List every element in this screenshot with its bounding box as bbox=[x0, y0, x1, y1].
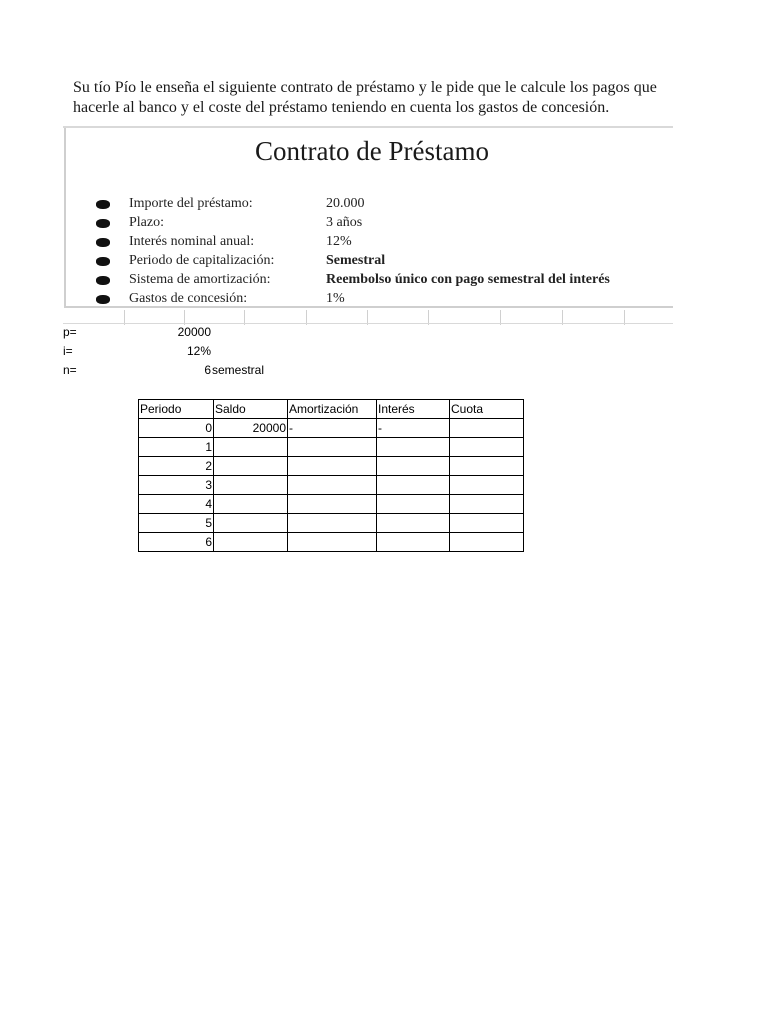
cell-cuota[interactable] bbox=[450, 419, 524, 438]
header-cuota: Cuota bbox=[450, 400, 524, 419]
table-row bbox=[139, 419, 524, 438]
contract-title: Contrato de Préstamo bbox=[255, 136, 489, 166]
problem-line-2: hacerle al banco y el coste del préstamo teniendo en cuenta los gastos de concesión. bbox=[73, 99, 610, 116]
n-label: n= bbox=[63, 363, 77, 377]
n-value: 6 bbox=[204, 363, 211, 377]
bullet-icon bbox=[96, 200, 110, 209]
cell-interes[interactable] bbox=[377, 438, 450, 457]
cell-amortizacion[interactable] bbox=[288, 533, 377, 552]
i-label: i= bbox=[63, 344, 73, 358]
cell-amortizacion[interactable] bbox=[288, 476, 377, 495]
contract-box bbox=[64, 128, 673, 308]
bullet-icon bbox=[96, 257, 110, 266]
cell-periodo[interactable]: 1 bbox=[139, 438, 214, 457]
bullet-icon bbox=[96, 219, 110, 228]
cell-cuota[interactable] bbox=[450, 514, 524, 533]
contract-item-label: Importe del préstamo: bbox=[129, 196, 253, 211]
amortization-table bbox=[138, 399, 524, 552]
contract-item-value: 1% bbox=[326, 291, 345, 306]
cell-interes[interactable] bbox=[377, 495, 450, 514]
contract-item-label: Interés nominal anual: bbox=[129, 234, 255, 249]
cell-amortizacion[interactable]: - bbox=[288, 419, 377, 438]
contract-image bbox=[63, 70, 673, 325]
cell-cuota[interactable] bbox=[450, 438, 524, 457]
contract-item-value: Semestral bbox=[326, 253, 386, 268]
cell-amortizacion[interactable] bbox=[288, 514, 377, 533]
contract-item-value: 20.000 bbox=[326, 196, 365, 211]
cell-periodo[interactable]: 6 bbox=[139, 533, 214, 552]
contract-item-label: Sistema de amortización: bbox=[129, 272, 271, 287]
table-row bbox=[139, 514, 524, 533]
contract-item-label: Gastos de concesión: bbox=[129, 291, 248, 306]
cell-periodo[interactable]: 4 bbox=[139, 495, 214, 514]
cell-saldo[interactable] bbox=[214, 438, 288, 457]
cell-interes[interactable] bbox=[377, 457, 450, 476]
contract-item-value: 12% bbox=[326, 234, 352, 249]
contract-item-value: 3 años bbox=[326, 215, 363, 230]
p-value: 20000 bbox=[177, 325, 211, 339]
table-header-row bbox=[139, 400, 524, 419]
problem-line-1: Su tío Pío le enseña el siguiente contrato de préstamo y le pide que le calcule los pagos que bbox=[73, 79, 657, 96]
cell-interes[interactable]: - bbox=[377, 419, 450, 438]
header-interes: Interés bbox=[377, 400, 450, 419]
contract-item bbox=[96, 215, 673, 234]
i-value: 12% bbox=[186, 344, 211, 358]
cell-interes[interactable] bbox=[377, 514, 450, 533]
bullet-icon bbox=[96, 295, 110, 304]
cell-cuota[interactable] bbox=[450, 533, 524, 552]
contract-item bbox=[96, 253, 673, 272]
bullet-icon bbox=[96, 238, 110, 247]
cell-periodo[interactable]: 3 bbox=[139, 476, 214, 495]
contract-item bbox=[96, 234, 673, 253]
table-row bbox=[139, 457, 524, 476]
cell-amortizacion[interactable] bbox=[288, 495, 377, 514]
cell-amortizacion[interactable] bbox=[288, 457, 377, 476]
contract-item-label: Periodo de capitalización: bbox=[129, 253, 275, 268]
header-periodo: Periodo bbox=[139, 400, 214, 419]
table-row bbox=[139, 495, 524, 514]
cell-periodo[interactable]: 5 bbox=[139, 514, 214, 533]
table-row bbox=[139, 476, 524, 495]
contract-item-label: Plazo: bbox=[129, 215, 164, 230]
cell-cuota[interactable] bbox=[450, 457, 524, 476]
p-label: p= bbox=[63, 325, 77, 339]
table-row bbox=[139, 533, 524, 552]
cell-saldo[interactable] bbox=[214, 533, 288, 552]
n-unit: semestral bbox=[212, 363, 265, 377]
contract-item bbox=[96, 272, 673, 291]
problem-statement bbox=[63, 70, 673, 128]
bullet-icon bbox=[96, 276, 110, 285]
cell-saldo[interactable] bbox=[214, 457, 288, 476]
cell-cuota[interactable] bbox=[450, 495, 524, 514]
cell-saldo[interactable] bbox=[214, 514, 288, 533]
cell-saldo[interactable]: 20000 bbox=[214, 419, 288, 438]
cell-cuota[interactable] bbox=[450, 476, 524, 495]
cell-interes[interactable] bbox=[377, 476, 450, 495]
table-row bbox=[139, 438, 524, 457]
cell-saldo[interactable] bbox=[214, 495, 288, 514]
contract-item bbox=[96, 291, 673, 310]
image-bottom-border bbox=[63, 323, 673, 324]
cell-periodo[interactable]: 2 bbox=[139, 457, 214, 476]
cell-periodo[interactable]: 0 bbox=[139, 419, 214, 438]
contract-item bbox=[96, 196, 673, 215]
header-saldo: Saldo bbox=[214, 400, 288, 419]
cell-interes[interactable] bbox=[377, 533, 450, 552]
contract-item-value: Reembolso único con pago semestral del interés bbox=[326, 272, 610, 287]
header-amortizacion: Amortización bbox=[288, 400, 377, 419]
cell-amortizacion[interactable] bbox=[288, 438, 377, 457]
cell-saldo[interactable] bbox=[214, 476, 288, 495]
